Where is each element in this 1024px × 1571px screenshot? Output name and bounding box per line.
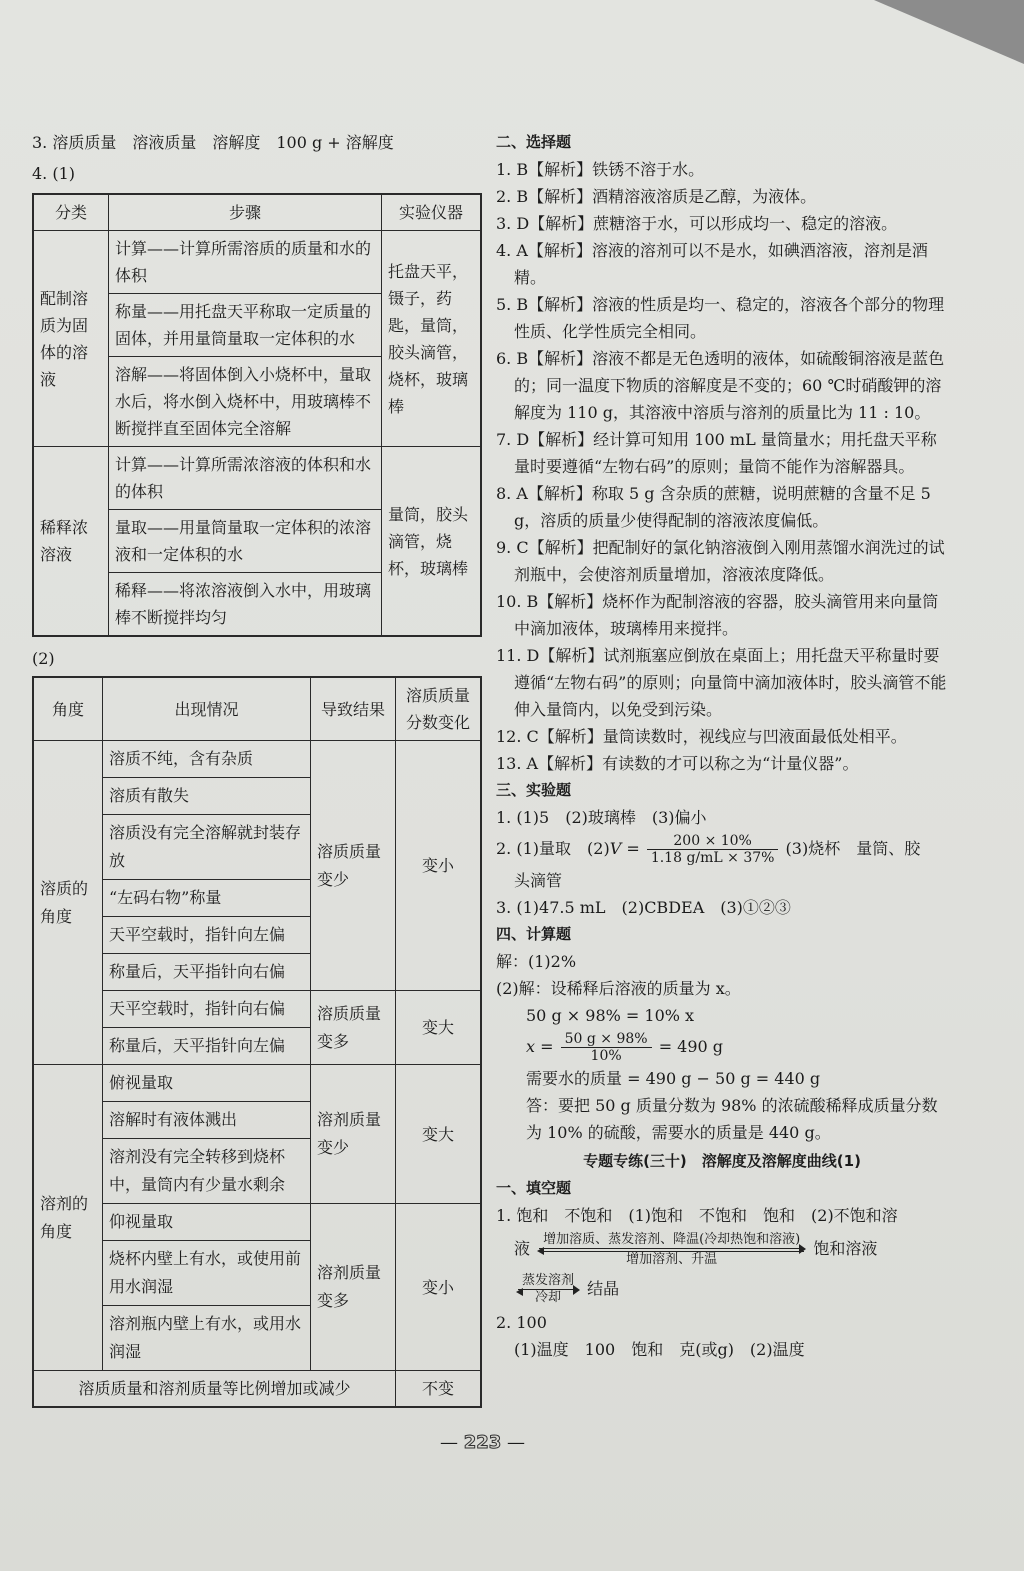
arrow-top-label: 增加溶质、蒸发溶剂、降温(冷却热饱和溶液)	[543, 1231, 801, 1247]
fill-answer-arrow	[496, 1229, 948, 1269]
change-cell: 变大	[396, 991, 482, 1065]
choice-answer: 12. C【解析】量筒读数时，视线应与凹液面最低处相平。	[496, 727, 907, 746]
situation-cell: 溶质质量和溶剂质量等比例增加或减少	[33, 1371, 396, 1408]
situation-cell: 溶剂没有完全转移到烧杯中，量筒内有少量水剩余	[103, 1139, 311, 1204]
fill-text: 液	[514, 1239, 531, 1258]
experiment-answer-2	[496, 831, 948, 867]
left-column	[32, 125, 482, 1408]
section-heading: 二、选择题	[496, 133, 572, 151]
double-arrow	[539, 1232, 804, 1268]
step-cell: 溶解——将固体倒入小烧杯中，量取水后，将水倒入烧杯中，用玻璃棒不断搅拌直至固体完全溶解	[109, 357, 382, 447]
angle-cell: 溶质的角度	[33, 741, 103, 1065]
step-cell: 量取——用量筒量取一定体积的浓溶液和一定体积的水	[109, 510, 382, 573]
situation-cell: 溶质不纯，含有杂质	[103, 741, 311, 778]
right-column	[496, 125, 948, 1363]
situation-cell: 溶质有散失	[103, 778, 311, 815]
numerator: 50 g × 98%	[561, 1031, 652, 1048]
tools-cell: 量筒，胶头滴管，烧杯，玻璃棒	[382, 447, 482, 637]
calc-fraction-line	[496, 1029, 948, 1065]
situation-cell: 称量后，天平指针向左偏	[103, 1028, 311, 1065]
experiment-answer: 3. (1)47.5 mL (2)CBDEA (3)①②③	[496, 898, 791, 917]
fill-answer: 2. 100	[496, 1313, 547, 1332]
page-number-value: 223	[463, 1432, 502, 1453]
table-header: 分类	[33, 194, 109, 231]
situation-cell: 溶质没有完全溶解就封装存放	[103, 815, 311, 880]
fill-answer-crystal	[496, 1269, 948, 1309]
result-cell: 溶质质量变少	[311, 741, 396, 991]
arrow-bottom-label: 冷却	[535, 1290, 562, 1305]
result-cell: 溶剂质量变多	[311, 1204, 396, 1371]
choice-answer: 2. B【解析】酒精溶液溶质是乙醇，为液体。	[496, 187, 817, 206]
arrow-bar	[518, 1289, 578, 1290]
category-cell: 配制溶质为固体的溶液	[33, 231, 109, 447]
angle-cell: 溶剂的角度	[33, 1065, 103, 1371]
fill-answer: (1)温度 100 饱和 克(或g) (2)温度	[514, 1340, 805, 1359]
denominator: 1.18 g/mL × 37%	[650, 850, 775, 866]
page-number: — 223 —	[440, 1432, 526, 1453]
situation-cell: 称量后，天平指针向右偏	[103, 954, 311, 991]
fill-text: 结晶	[587, 1279, 620, 1298]
calc-line: 需要水的质量 = 490 g − 50 g = 440 g	[526, 1069, 821, 1088]
answer-text: V =	[609, 839, 640, 858]
change-cell: 变大	[396, 1065, 482, 1204]
choice-answer: 13. A【解析】有读数的才可以称之为“计量仪器”。	[496, 754, 859, 773]
tools-cell: 托盘天平，镊子，药匙，量筒，胶头滴管，烧杯，玻璃棒	[382, 231, 482, 447]
step-cell: 计算——计算所需溶质的质量和水的体积	[109, 231, 382, 294]
arrow-bottom-label: 增加溶剂、升温	[626, 1251, 718, 1267]
choice-answer: 7. D【解析】经计算可知用 100 mL 量筒量水；用托盘天平称量时要遵循“左物右码”的原则；量筒不能作为溶解器具。	[496, 430, 937, 476]
choice-answer: 9. C【解析】把配制好的氯化钠溶液倒入刚用蒸馏水润洗过的试剂瓶中，会使溶剂质量增加，溶液浓度降低。	[496, 538, 945, 584]
situation-cell: “左码右物”称量	[103, 880, 311, 917]
folded-corner	[874, 0, 1024, 64]
section-heading: 三、实验题	[496, 781, 572, 799]
change-cell: 变小	[396, 1204, 482, 1371]
answer-4-1: 4. (1)	[32, 164, 76, 183]
section-heading: 一、填空题	[496, 1179, 572, 1197]
fraction	[647, 833, 779, 866]
calc-line: 50 g × 98% = 10% x	[526, 1006, 695, 1025]
situation-cell: 烧杯内壁上有水，或使用前用水润湿	[103, 1241, 311, 1306]
choice-answer: 8. A【解析】称取 5 g 含杂质的蔗糖，说明蔗糖的含量不足 5 g，溶质的质量少使得配制的溶液浓度偏低。	[496, 484, 931, 530]
calc-line: 解：(1)2%	[496, 952, 577, 971]
answer-3: 3. 溶质质量 溶液质量 溶解度 100 g + 溶解度	[32, 133, 394, 152]
fill-text: 饱和溶液	[813, 1239, 878, 1258]
table-header: 步骤	[109, 194, 382, 231]
situation-cell: 溶解时有液体溅出	[103, 1102, 311, 1139]
experiment-answer: 1. (1)5 (2)玻璃棒 (3)偏小	[496, 808, 707, 827]
table-header: 实验仪器	[382, 194, 482, 231]
topic-title: 专题专练(三十) 溶解度及溶解度曲线(1)	[583, 1152, 861, 1170]
table-header: 导致结果	[311, 677, 396, 741]
arrow-bar	[539, 1248, 804, 1252]
single-arrow	[518, 1273, 578, 1306]
fraction	[561, 1031, 652, 1064]
choice-answer: 3. D【解析】蔗糖溶于水，可以形成均一、稳定的溶液。	[496, 214, 898, 233]
situation-cell: 溶剂瓶内壁上有水，或用水润湿	[103, 1306, 311, 1371]
situation-cell: 天平空载时，指针向左偏	[103, 917, 311, 954]
calc-text: x =	[526, 1037, 554, 1056]
choice-answer: 5. B【解析】溶液的性质是均一、稳定的，溶液各个部分的物理性质、化学性质完全相同。	[496, 295, 945, 341]
step-cell: 稀释——将浓溶液倒入水中，用玻璃棒不断搅拌均匀	[109, 573, 382, 637]
choice-answer: 6. B【解析】溶液不都是无色透明的液体，如硫酸铜溶液是蓝色的；同一温度下物质的溶解度是不变的；60 ℃时硝酸钾的溶解度为 110 g，其溶液中溶质与溶剂的质量比为 11 : 10。	[496, 349, 945, 422]
numerator: 200 × 10%	[647, 833, 779, 850]
situation-cell: 天平空载时，指针向右偏	[103, 991, 311, 1028]
result-cell: 溶质质量变多	[311, 991, 396, 1065]
denominator: 10%	[590, 1048, 622, 1064]
arrow-top-label: 蒸发溶剂	[522, 1273, 575, 1288]
answer-text: 2. (1)量取 (2)	[496, 839, 610, 858]
solution-prep-table	[32, 193, 482, 637]
calc-conclusion: 答：要把 50 g 质量分数为 98% 的浓硫酸稀释成质量分数为 10% 的硫酸，需要水的质量是 440 g。	[526, 1096, 938, 1142]
situation-cell: 俯视量取	[103, 1065, 311, 1102]
fill-answer: 1. 饱和 不饱和 (1)饱和 不饱和 饱和 (2)不饱和溶	[496, 1206, 898, 1225]
choice-answer: 11. D【解析】试剂瓶塞应倒放在桌面上；用托盘天平称量时要遵循“左物右码”的原则；向量筒中滴加液体时，胶头滴管不能伸入量筒内，以免受到污染。	[496, 646, 947, 719]
category-cell: 稀释浓溶液	[33, 447, 109, 637]
change-cell: 不变	[396, 1371, 482, 1408]
calc-text: = 490 g	[658, 1037, 724, 1056]
choice-answer: 4. A【解析】溶液的溶剂可以不是水，如碘酒溶液，溶剂是酒精。	[496, 241, 928, 287]
answer-4-2: (2)	[32, 649, 55, 668]
choice-answer: 10. B【解析】烧杯作为配制溶液的容器，胶头滴管用来向量筒中滴加液体，玻璃棒用来搅拌。	[496, 592, 939, 638]
step-cell: 计算——计算所需浓溶液的体积和水的体积	[109, 447, 382, 510]
table-header: 溶质质量分数变化	[396, 677, 482, 741]
result-cell: 溶剂质量变少	[311, 1065, 396, 1204]
change-cell: 变小	[396, 741, 482, 991]
step-cell: 称量——用托盘天平称取一定质量的固体，并用量筒量取一定体积的水	[109, 294, 382, 357]
table-header: 角度	[33, 677, 103, 741]
error-analysis-table	[32, 676, 482, 1408]
choice-answer: 1. B【解析】铁锈不溶于水。	[496, 160, 705, 179]
calc-line: (2)解：设稀释后溶液的质量为 x。	[496, 979, 741, 998]
experiment-answer: 头滴管	[514, 871, 563, 890]
section-heading: 四、计算题	[496, 925, 572, 943]
situation-cell: 仰视量取	[103, 1204, 311, 1241]
answer-text: (3)烧杯 量筒、胶	[785, 839, 921, 858]
table-header: 出现情况	[103, 677, 311, 741]
